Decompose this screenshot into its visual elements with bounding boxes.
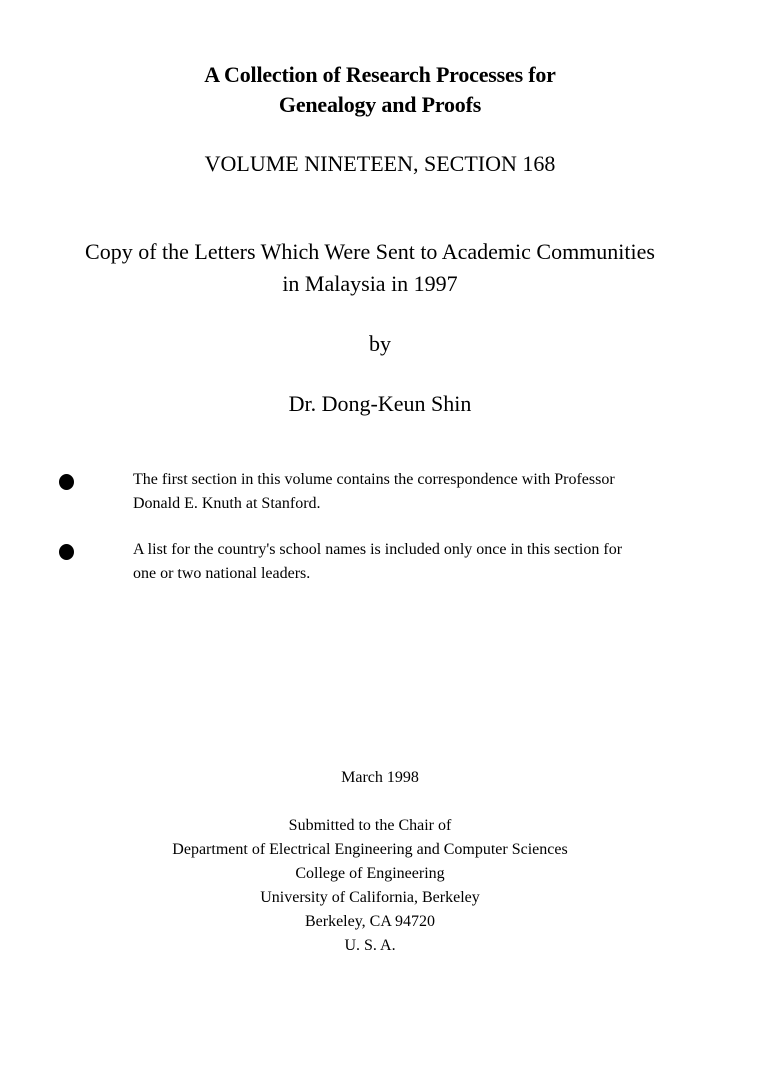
bullet-text — [133, 538, 713, 586]
bullet-line-2: Donald E. Knuth at Stanford. — [133, 495, 321, 512]
bullet-text — [133, 468, 713, 516]
subject-line-2: in Malaysia in 1997 — [282, 271, 458, 296]
author-name: Dr. Dong-Keun Shin — [288, 391, 472, 416]
submission-line-3: College of Engineering — [295, 865, 445, 882]
submission-line-4: University of California, Berkeley — [260, 889, 480, 906]
submission-line-5: Berkeley, CA 94720 — [304, 913, 436, 930]
list-item — [0, 538, 760, 608]
bullet-line-2: one or two national leaders. — [133, 565, 311, 582]
bullet-dot-icon — [59, 474, 74, 490]
list-item — [0, 468, 760, 538]
note-list — [0, 468, 760, 608]
submission-line-1: Submitted to the Chair of — [288, 817, 452, 834]
volume-heading: VOLUME NINETEEN, SECTION 168 — [204, 151, 556, 176]
title-line-1: A Collection of Research Processes for — [204, 62, 556, 87]
document-title — [0, 60, 760, 120]
document-date: March 1998 — [341, 769, 419, 786]
bullet-line-1: The first section in this volume contains the correspondence with Professor — [133, 471, 615, 488]
submission-line-2: Department of Electrical Engineering and Computer Sciences — [172, 841, 568, 858]
bullet-line-1: A list for the country's school names is included only once in this section for — [133, 541, 623, 558]
by-label: by — [369, 331, 391, 356]
title-line-2: Genealogy and Proofs — [278, 92, 482, 117]
subject-line-1: Copy of the Letters Which Were Sent to Academic Communities — [85, 239, 655, 264]
submission-line-6: U. S. A. — [344, 937, 396, 954]
bullet-dot-icon — [59, 544, 74, 560]
submission-block — [0, 814, 740, 958]
subject-heading — [0, 236, 740, 300]
